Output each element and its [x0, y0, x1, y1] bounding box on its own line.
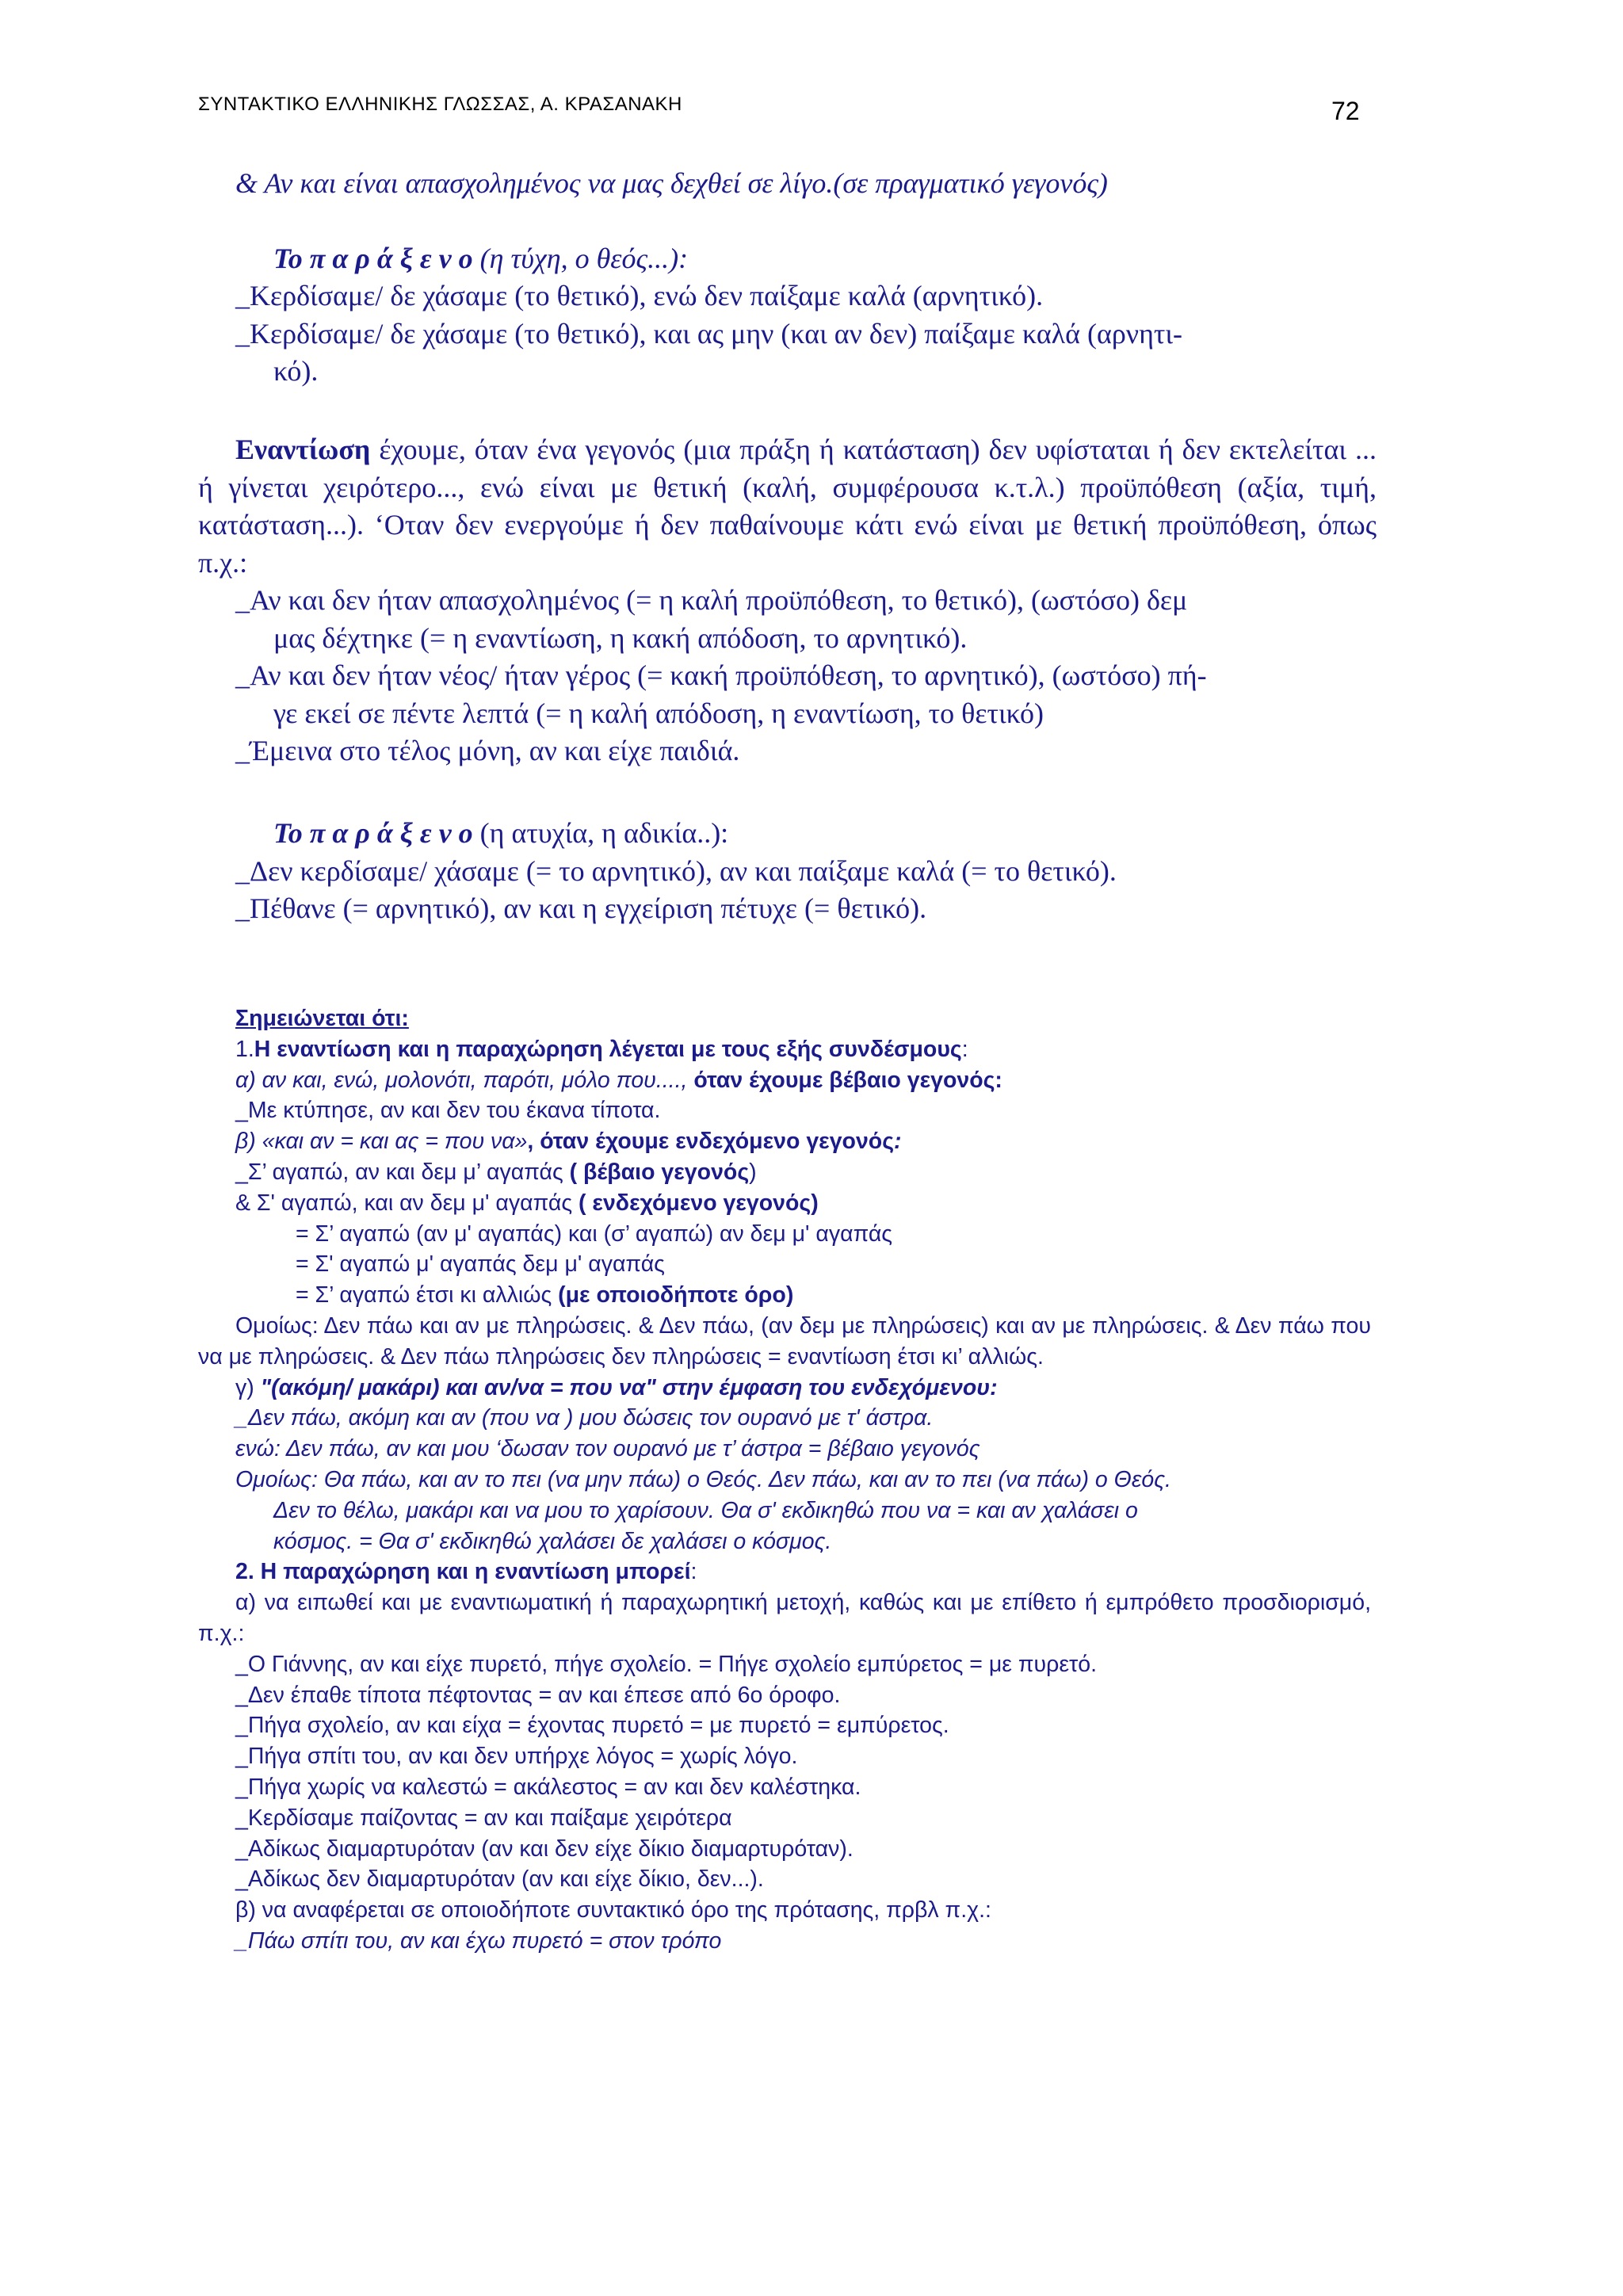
equivalence-text: = Σ’ αγαπώ έτσι κι αλλιώς: [296, 1282, 559, 1308]
note-condition: όταν έχουμε βέβαιο γεγονός:: [687, 1067, 1002, 1093]
section-paradoxical-negative: [0, 815, 1623, 928]
example-line-continuation: μας δέχτηκε (= η εναντίωση, η κακή απόδοση, το αρνητικό).: [273, 621, 968, 654]
example-line: _Πάω σπίτι του, αν και έχω πυρετό = στον τρόπο: [235, 1927, 722, 1954]
example-line: _Δεν κερδίσαμε/ χάσαμε (= το αρνητικό), αν και παίξαμε καλά (= το θετικό).: [235, 854, 1117, 887]
subheading-label: Το π α ρ ά ξ ε ν ο: [273, 242, 473, 274]
notes-section: [0, 1003, 1623, 1957]
note-condition: , όταν έχουμε ενδεχόμενο γεγονός: [527, 1129, 895, 1155]
example-line: _Κερδίσαμε/ δε χάσαμε (το θετικό), και ας μην (και αν δεν) παίξαμε καλά (αρνητι-: [235, 317, 1183, 350]
subheading-label: Το π α ρ ά ξ ε ν ο: [273, 817, 473, 849]
example-line-continuation: γε εκεί σε πέντε λεπτά (= η καλή απόδοση, η εναντίωση, το θετικό): [273, 697, 1044, 729]
conjunction-list: α) αν και, ενώ, μολονότι, παρότι, μόλο που....,: [235, 1067, 688, 1093]
definition-text: έχουμε, όταν ένα γεγονός (μια πράξη ή κατάσταση) δεν υφίσταται ή δεν εκτελείται ... ή γίνεται χειρότερο..., ενώ είναι με θετική (καλή, συμφέρουσα κ.τ.λ.) προϋπόθεση (αξία, τιμή, κατάσταση...). ‘Οταν δεν ενεργούμε ή δεν παθαίνουμε κάτι ενώ είναι με θετική προϋπόθεση, όπως π.χ.:: [198, 434, 1377, 579]
note-1-title: [235, 1034, 1623, 1065]
equivalence-line: = Σ' αγαπώ μ' αγαπάς δεμ μ' αγαπάς: [296, 1251, 665, 1278]
example-line: _Πήγα σχολείο, αν και είχα = έχοντας πυρετό = με πυρετό = εμπύρετος.: [235, 1713, 949, 1739]
subheading-note: (η ατυχία, η αδικία..):: [472, 817, 729, 849]
example-line: _Δεν πάω, ακόμη και αν (που να ) μου δώσεις τον ουρανό με τ' άστρα.: [235, 1405, 934, 1431]
text-line: & Αν και είναι απασχολημένος να μας δεχθεί σε λίγο.(σε πραγματικό γεγονός): [235, 167, 1108, 199]
example-line: Ομοίως: Θα πάω, και αν το πει (να μην πάω) ο Θεός. Δεν πάω, και αν το πει (να πάω) ο Θεός.: [235, 1466, 1171, 1492]
equivalence-line: [296, 1280, 1623, 1311]
example-line: _Πέθανε (= αρνητικό), αν και η εγχείριση πέτυχε (= θετικό).: [235, 892, 927, 924]
conjunction-list: β) «και αν = και ας = που να»: [235, 1129, 528, 1155]
example-line: _Με κτύπησε, αν και δεν του έκανα τίποτα.: [235, 1098, 661, 1124]
example-line: _Πήγα σπίτι του, αν και δεν υπήρχε λόγος = χωρίς λόγο.: [235, 1744, 798, 1770]
example-line: _Κερδίσαμε/ δε χάσαμε (το θετικό), ενώ δεν παίξαμε καλά (αρνητικό).: [235, 280, 1044, 311]
example-line: _Αδίκως διαμαρτυρόταν (αν και δεν είχε δίκιο διαμαρτυρόταν).: [235, 1836, 854, 1862]
example-text: & Σ' αγαπώ, και αν δεμ μ' αγαπάς: [235, 1190, 573, 1216]
note-condition: "(ακόμη/ μακάρι) και αν/να = που να" στην έμφαση του ενδεχόμενου:: [260, 1374, 998, 1400]
example-line: _Αν και δεν ήταν απασχολημένος (= η καλή προϋπόθεση, το θετικό), (ωστόσο) δεμ: [235, 584, 1188, 616]
definition-paragraph: [198, 431, 1377, 582]
subheading-paradoxical: [273, 815, 1623, 853]
note-item-b-line: β) να αναφέρεται σε οποιοδήποτε συντακτικό όρο της πρότασης, πρβλ π.χ.:: [235, 1897, 991, 1924]
note-title-text: Η εναντίωση και η παραχώρηση λέγεται με τους εξής συνδέσμους: [254, 1036, 962, 1062]
note-title-text: 2. Η παραχώρηση και η εναντίωση μπορεί: [235, 1559, 691, 1585]
example-line: _Έμεινα στο τέλος μόνη, αν και είχε παιδιά.: [235, 735, 740, 766]
example-tag-close: ): [749, 1159, 757, 1185]
equivalence-line: = Σ’ αγαπώ (αν μ' αγαπάς) και (σ’ αγαπώ) αν δεμ μ' αγαπάς: [296, 1221, 893, 1247]
note-number: 1.: [235, 1036, 254, 1062]
note-2-title: [235, 1557, 1623, 1587]
example-text: _Σ’ αγαπώ, αν και δεμ μ’ αγαπάς: [235, 1159, 563, 1185]
note-title-colon: :: [961, 1036, 968, 1062]
example-line-continuation: κόσμος. = Θα σ' εκδικηθώ χαλάσει δε χαλάσει ο κόσμος.: [273, 1528, 832, 1554]
note-item-a-paragraph: α) να ειπωθεί και με εναντιωματική ή παραχωρητική μετοχή, καθώς και με επίθετο ή εμπρόθετο προσδιορισμό, π.χ.:: [198, 1590, 1371, 1646]
term-opposition: Εναντίωση: [235, 434, 371, 465]
example-line: [235, 1157, 1623, 1188]
subheading-paradoxical: [273, 240, 1623, 278]
note-item-a: [235, 1065, 1623, 1096]
running-header: ΣΥΝΤΑΚΤΙΚΟ ΕΛΛΗΝΙΚΗΣ ΓΛΩΣΣΑΣ, Α. ΚΡΑΣΑΝΑΚΗ: [198, 94, 682, 115]
notes-heading: Σημειώνεται ότι:: [235, 1006, 409, 1031]
section-paradoxical-positive: [0, 165, 1623, 391]
example-line: _Πήγα χωρίς να καλεστώ = ακάλεστος = αν και δεν καλέστηκα.: [235, 1774, 861, 1800]
example-line: _Κερδίσαμε παίζοντας = αν και παίξαμε χειρότερα: [235, 1805, 732, 1831]
subheading-note: (η τύχη, ο θεός...):: [472, 242, 689, 274]
example-line: _Ο Γιάννης, αν και είχε πυρετό, πήγε σχολείο. = Πήγε σχολείο εμπύρετος = με πυρετό.: [235, 1651, 1098, 1677]
item-marker: γ): [235, 1374, 261, 1400]
note-title-colon: :: [690, 1559, 697, 1585]
note-item-c: [235, 1373, 1623, 1404]
example-line-continuation: κό).: [273, 355, 319, 387]
note-condition-colon: :: [894, 1129, 902, 1155]
example-line: [235, 1188, 1623, 1219]
note-item-b: [235, 1126, 1623, 1157]
example-line: _Αδίκως δεν διαμαρτυρόταν (αν και είχε δίκιο, δεν...).: [235, 1866, 764, 1893]
similarly-paragraph: Ομοίως: Δεν πάω και αν με πληρώσεις. & Δεν πάω, (αν δεμ με πληρώσεις) και αν με πληρώσεις. & Δεν πάω που να με πληρώσεις. & Δεν πάω πληρώσεις δεν πληρώσεις = εναντίωση έτσι κι’ αλλιώς.: [198, 1312, 1371, 1370]
example-tag: ( ενδεχόμενο γεγονός): [572, 1190, 819, 1216]
equivalence-tag: (με οποιοδήποτε όρο): [558, 1282, 794, 1308]
example-line-continuation: Δεν το θέλω, μακάρι και να μου το χαρίσουν. Θα σ' εκδικηθώ που να = και αν χαλάσει ο: [273, 1497, 1138, 1523]
example-line: _Δεν έπαθε τίποτα πέφτοντας = αν και έπεσε από 6ο όροφο.: [235, 1682, 841, 1708]
section-opposition: [0, 431, 1623, 770]
example-line: ενώ: Δεν πάω, αν και μου ‘δωσαν τον ουρανό με τ’ άστρα = βέβαιο γεγονός: [235, 1436, 980, 1462]
example-line: _Αν και δεν ήταν νέος/ ήταν γέρος (= κακή προϋπόθεση, το αρνητικό), (ωστόσο) πή-: [235, 659, 1207, 691]
example-tag: ( βέβαιο γεγονός: [563, 1159, 750, 1185]
page-number: 72: [1331, 97, 1360, 125]
